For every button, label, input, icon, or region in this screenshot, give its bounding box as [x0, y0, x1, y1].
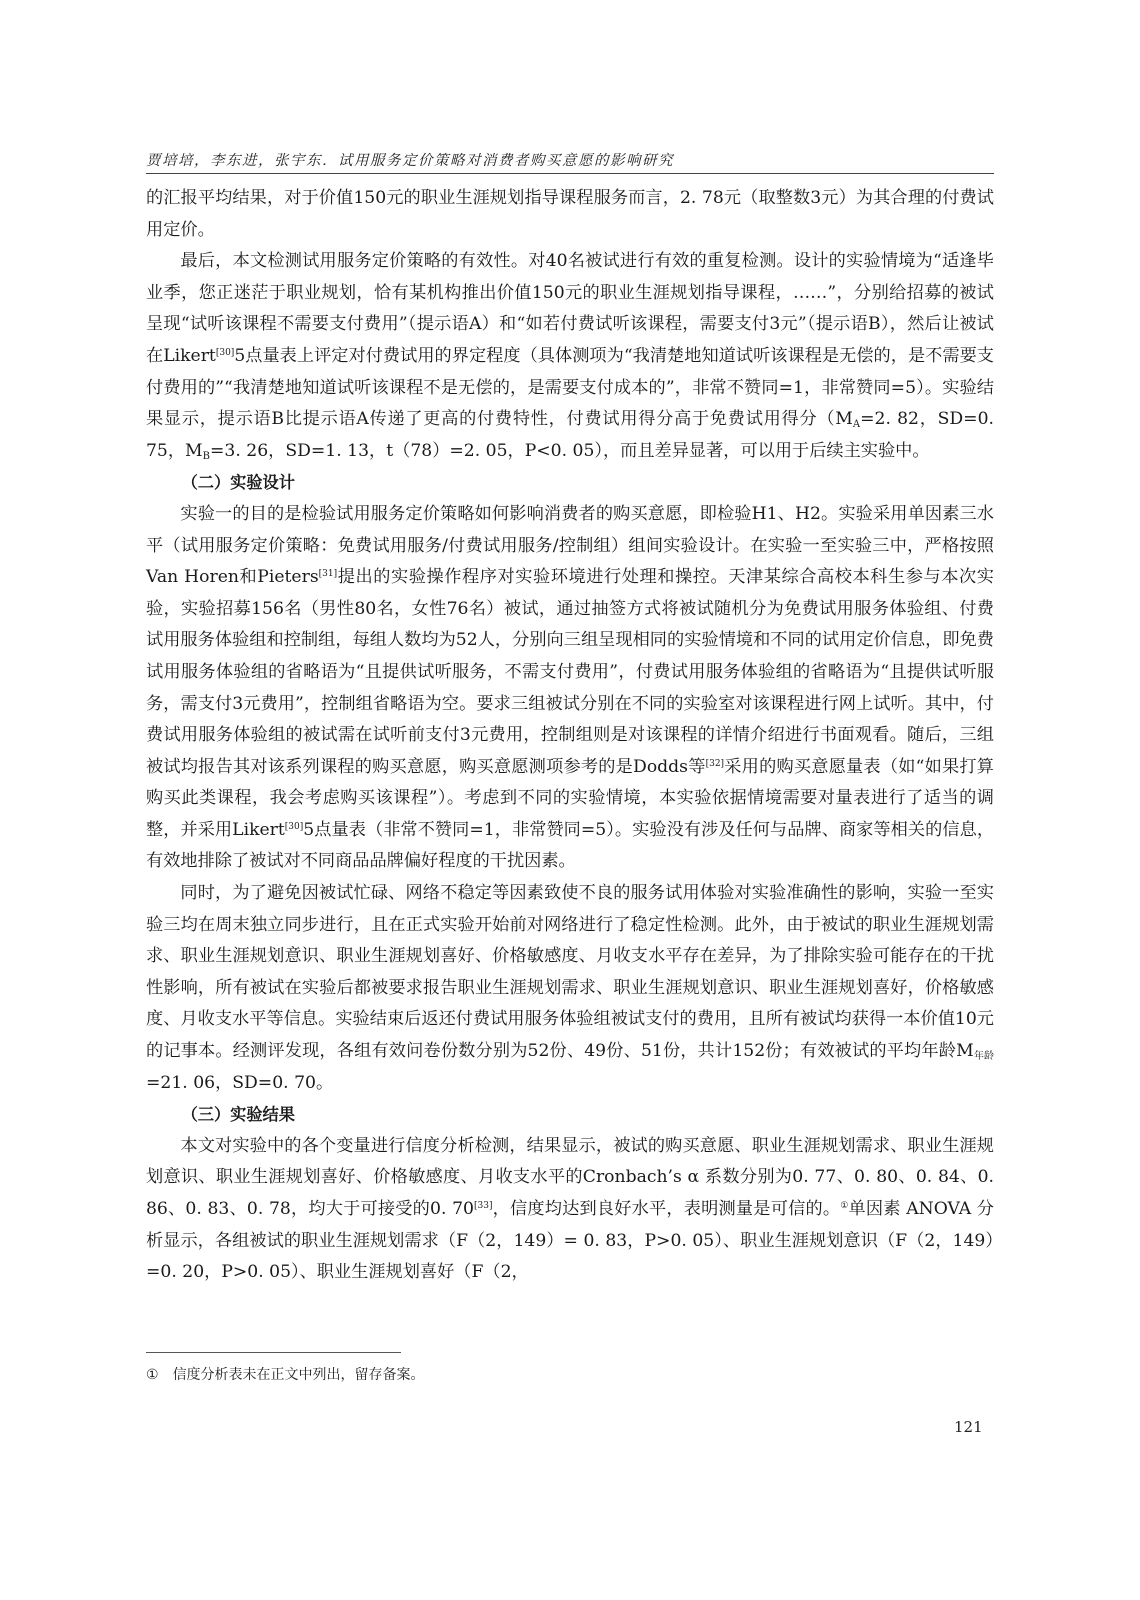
- paragraph-text: 本文对实验中的各个变量进行信度分析检测，结果显示，被试的购买意愿、职业生涯规划需求、职业生涯规划意识、职业生涯规划喜好、价格敏感度、月收支水平的Cronbach’s α 系数分别为0. 77、0. 80、0. 84、0. 86、0. 83、0. 78，均大于可接受的0. 70: [146, 1135, 994, 1219]
- section-heading-experiment-results: （三）实验结果: [181, 1105, 295, 1125]
- paragraph-validity-check: [146, 246, 994, 467]
- paragraph-text: 实验一的目的是检验试用服务定价策略如何影响消费者的购买意愿，即检验H1、H2。实验采用单因素三水平（试用服务定价策略：免费试用服务/付费试用服务/控制组）组间实验设计。在实验一至实验三中，严格按照Van Horen和Pieters: [146, 503, 994, 588]
- subscript: 年龄: [973, 1051, 994, 1063]
- paragraph-text: =3. 26，SD=1. 13，t（78）=2. 05，P<0. 05），而且差异显著，可以用于后续主实验中。: [210, 440, 930, 461]
- footnote-mark: ①: [146, 1367, 159, 1383]
- header-divider: [146, 173, 994, 174]
- paragraph-text: 单因素 ANOVA 分析显示，各组被试的职业生涯规划需求（F（2，149）= 0. 83，P>0. 05）、职业生涯规划意识（F（2，149）=0. 20，P>0. 05）、职业生涯规划喜好（F（2，: [146, 1199, 994, 1283]
- paragraph-pretest-result: 的汇报平均结果，对于价值150元的职业生涯规划指导课程服务而言，2. 78元（取整数3元）为其合理的付费试用定价。: [146, 188, 994, 240]
- footnote-text: 信度分析表未在正文中列出，留存备案。: [172, 1367, 425, 1383]
- paragraph-text: 同时，为了避免因被试忙碌、网络不稳定等因素致使不良的服务试用体验对实验准确性的影响，实验一至实验三均在周末独立同步进行，且在正式实验开始前对网络进行了稳定性检测。此外，由于被试的职业生涯规划需求、职业生涯规划意识、职业生涯规划喜好、价格敏感度、月收支水平存在差异，为了排除实验可能存在的干扰性影响，所有被试在实验后都被要求报告职业生涯规划需求、职业生涯规划意识、职业生涯规划喜好，价格敏感度、月收支水平等信息。实验结束后返还付费试用服务体验组被试支付的费用，且所有被试均获得一本价值10元的记事本。经测评发现，各组有效问卷份数分别为52份、49份、51份，共计152份；有效被试的平均年龄M: [146, 883, 994, 1062]
- paragraph-text: =2. 82，SD=0. 75，M: [146, 409, 994, 461]
- article-body: [146, 183, 994, 1289]
- citation-ref: [32]: [705, 758, 725, 769]
- paragraph-text: 提出的实验操作程序对实验环境进行处理和操控。天津某综合高校本科生参与本次实验，实验招募156名（男性80名，女性76名）被试，通过抽签方式将被试随机分为免费试用服务体验组、付费试用服务体验组和控制组，每组人数均为52人，分别向三组呈现相同的实验情境和不同的试用定价信息，即免费试用服务体验组的省略语为“且提供试听服务，不需支付费用”，付费试用服务体验组的省略语为“且提供试听服务，需支付3元费用”，控制组省略语为空。要求三组被试分别在不同的实验室对该课程进行网上试听。其中，付费试用服务体验组的被试需在试听前支付3元费用，控制组则是对该课程的详情介绍进行书面观看。随后，三组被试均报告其对该系列课程的购买意愿，购买意愿测项参考的是Dodds等: [146, 567, 994, 777]
- paragraph-results: [146, 1131, 994, 1289]
- running-header: 贾培培，李东进，张宇东．试用服务定价策略对消费者购买意愿的影响研究: [146, 153, 674, 169]
- footnote-marker: ①: [840, 1201, 849, 1211]
- paragraph-text: 5点量表（非常不赞同=1，非常赞同=5）。实验没有涉及任何与品牌、商家等相关的信息，有效地排除了被试对不同商品品牌偏好程度的干扰因素。: [146, 819, 995, 872]
- citation-ref: [30]: [284, 821, 304, 832]
- subscript: A: [852, 419, 861, 431]
- page-number: 121: [954, 1418, 983, 1436]
- subscript: B: [202, 450, 211, 462]
- citation-ref: [33]: [473, 1201, 493, 1211]
- citation-ref: [30]: [215, 347, 235, 358]
- section-heading-experiment-design: （二）实验设计: [181, 473, 295, 493]
- paragraph-text: ，信度均达到良好水平，表明测量是可信的。: [492, 1199, 841, 1219]
- paragraph-text: 最后，本文检测试用服务定价策略的有效性。对40名被试进行有效的重复检测。设计的实验情境为“适逢毕业季，您正迷茫于职业规划，恰有某机构推出价值150元的职业生涯规划指导课程，……”，分别给招募的被试呈现“试听该课程不需要支付费用”（提示语A）和“如若付费试听该课程，需要支付3元”（提示语B），然后让被试在Likert: [146, 251, 994, 366]
- footnote: [146, 1364, 425, 1384]
- paragraph-text: =21. 06，SD=0. 70。: [146, 1072, 334, 1093]
- footnote-divider: [146, 1352, 401, 1353]
- paragraph-experiment-design: [146, 499, 994, 878]
- citation-ref: [31]: [318, 569, 338, 580]
- paragraph-controls: [146, 878, 994, 1099]
- paragraph-text: 5点量表上评定对付费试用的界定程度（具体测项为“我清楚地知道试听该课程是无偿的，是不需要支付费用的”“我清楚地知道试听该课程不是无偿的，是需要支付成本的”，非常不赞同=1，非常赞同=5）。实验结果显示，提示语B比提示语A传递了更高的付费特性，付费试用得分高于免费试用得分（M: [146, 345, 994, 430]
- paragraph-text: 采用的购买意愿量表（如“如果打算购买此类课程，我会考虑购买该课程”）。考虑到不同的实验情境，本实验依据情境需要对量表进行了适当的调整，并采用Likert: [146, 756, 994, 840]
